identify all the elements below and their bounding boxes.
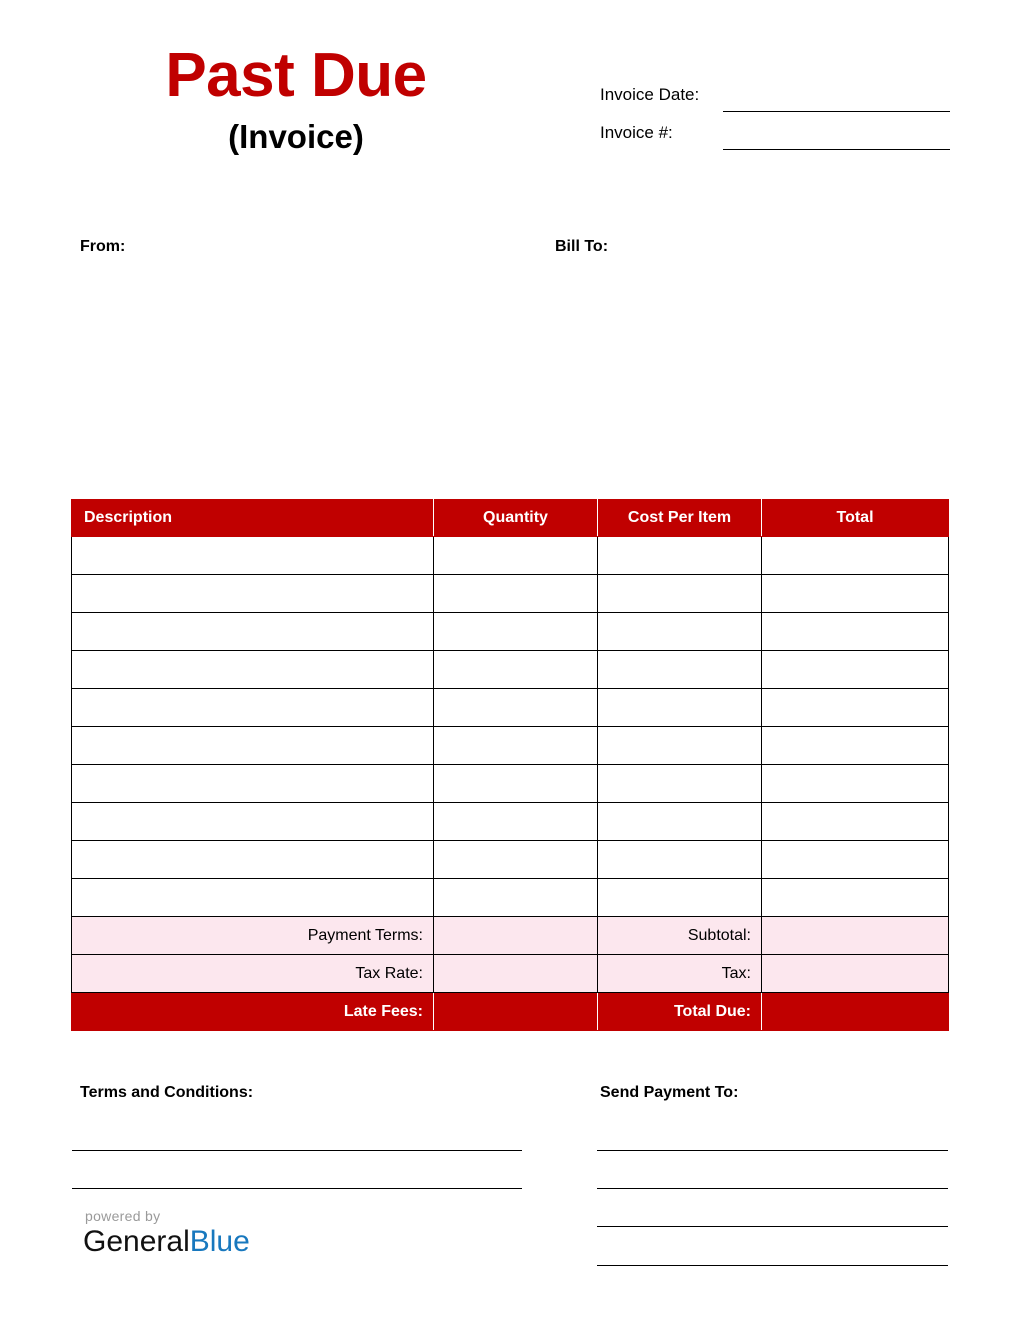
cell-quantity[interactable] [434,689,598,727]
payment-line-3[interactable] [597,1226,948,1227]
summary-row-tax-rate [72,955,949,993]
cell-quantity[interactable] [434,841,598,879]
column-header-description: Description [72,500,434,537]
powered-by-text: powered by [85,1208,161,1224]
tax-label: Tax: [598,955,762,993]
brand-name [83,1227,250,1257]
title-block [71,41,521,155]
brand-name-first: General [83,1225,190,1258]
invoice-number-row [600,120,950,158]
invoice-meta [600,82,950,158]
cell-description[interactable] [72,879,434,917]
late-fees-value[interactable] [434,993,598,1031]
cell-total[interactable] [762,727,949,765]
cell-total[interactable] [762,841,949,879]
table-row [72,689,949,727]
payment-line-2[interactable] [597,1188,948,1189]
cell-cost-per-item[interactable] [598,651,762,689]
invoice-date-input[interactable] [723,111,950,112]
cell-description[interactable] [72,575,434,613]
payment-terms-label: Payment Terms: [72,917,434,955]
line-items-table [71,499,949,1031]
terms-line-1[interactable] [72,1150,522,1151]
cell-total[interactable] [762,803,949,841]
payment-line-4[interactable] [597,1265,948,1266]
cell-description[interactable] [72,689,434,727]
table-row [72,803,949,841]
summary-row-total-due [72,993,949,1031]
invoice-number-input[interactable] [723,149,950,150]
column-header-cost-per-item: Cost Per Item [598,500,762,537]
cell-total[interactable] [762,879,949,917]
cell-description[interactable] [72,651,434,689]
cell-total[interactable] [762,613,949,651]
cell-description[interactable] [72,841,434,879]
table-body [72,537,949,1031]
cell-description[interactable] [72,613,434,651]
table-row [72,879,949,917]
subtotal-value[interactable] [762,917,949,955]
cell-total[interactable] [762,689,949,727]
table-row [72,651,949,689]
from-label: From: [80,238,126,255]
cell-cost-per-item[interactable] [598,841,762,879]
send-payment-to-label: Send Payment To: [600,1084,739,1101]
table-row [72,613,949,651]
cell-quantity[interactable] [434,879,598,917]
cell-cost-per-item[interactable] [598,613,762,651]
invoice-header [0,0,1020,200]
cell-quantity[interactable] [434,575,598,613]
invoice-date-row [600,82,950,120]
cell-quantity[interactable] [434,803,598,841]
table-header [72,500,949,537]
cell-description[interactable] [72,765,434,803]
invoice-number-label: Invoice #: [600,123,673,142]
cell-cost-per-item[interactable] [598,537,762,575]
cell-cost-per-item[interactable] [598,879,762,917]
cell-cost-per-item[interactable] [598,727,762,765]
cell-cost-per-item[interactable] [598,575,762,613]
table-row [72,841,949,879]
cell-quantity[interactable] [434,537,598,575]
bill-to-label: Bill To: [555,238,609,255]
tax-rate-label: Tax Rate: [72,955,434,993]
payment-terms-value[interactable] [434,917,598,955]
page-title: Past Due [165,41,427,110]
table-row [72,727,949,765]
table-row [72,765,949,803]
tax-value[interactable] [762,955,949,993]
column-header-total: Total [762,500,949,537]
cell-description[interactable] [72,727,434,765]
terms-and-conditions-label: Terms and Conditions: [80,1084,254,1101]
cell-cost-per-item[interactable] [598,765,762,803]
summary-row-payment-terms [72,917,949,955]
invoice-date-label: Invoice Date: [600,85,700,104]
cell-quantity[interactable] [434,765,598,803]
column-header-quantity: Quantity [434,500,598,537]
total-due-value[interactable] [762,993,949,1031]
cell-total[interactable] [762,575,949,613]
table-header-row [72,500,949,537]
generalblue-logo [83,1209,250,1257]
cell-quantity[interactable] [434,651,598,689]
cell-quantity[interactable] [434,613,598,651]
cell-description[interactable] [72,803,434,841]
terms-line-2[interactable] [72,1188,522,1189]
page-subtitle: (Invoice) [228,118,364,155]
cell-total[interactable] [762,651,949,689]
cell-description[interactable] [72,537,434,575]
table-row [72,537,949,575]
tax-rate-value[interactable] [434,955,598,993]
subtotal-label: Subtotal: [598,917,762,955]
cell-total[interactable] [762,537,949,575]
cell-total[interactable] [762,765,949,803]
brand-name-second: Blue [189,1225,250,1258]
cell-cost-per-item[interactable] [598,803,762,841]
late-fees-label: Late Fees: [72,993,434,1031]
total-due-label: Total Due: [598,993,762,1031]
cell-quantity[interactable] [434,727,598,765]
payment-line-1[interactable] [597,1150,948,1151]
cell-cost-per-item[interactable] [598,689,762,727]
table-row [72,575,949,613]
